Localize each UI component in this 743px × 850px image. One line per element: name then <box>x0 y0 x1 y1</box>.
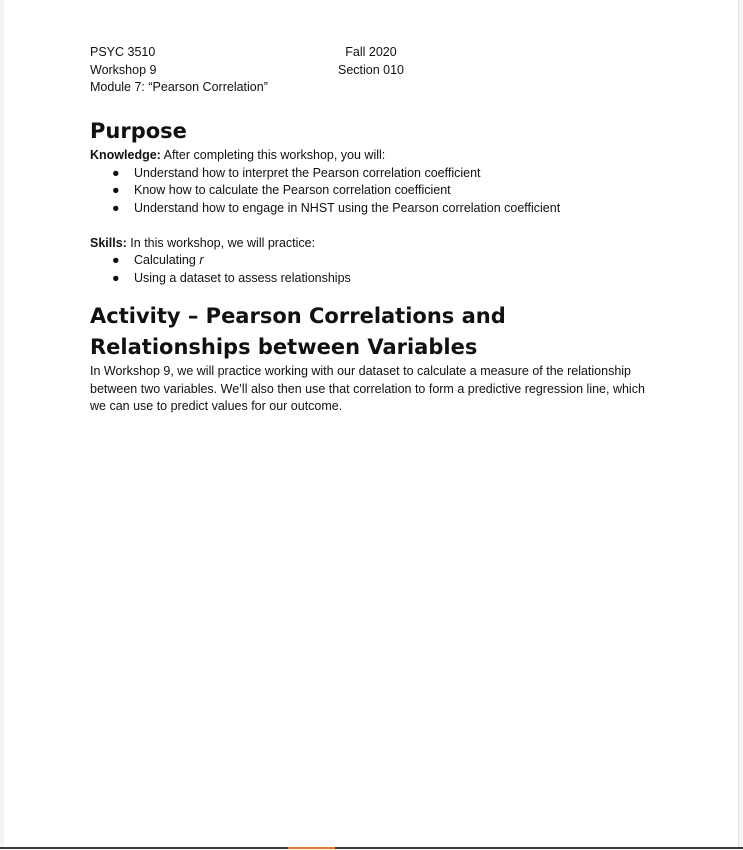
list-item <box>90 252 650 270</box>
bullet-icon: ● <box>112 165 120 180</box>
list-item-text: Calculating <box>134 253 200 267</box>
variable-r: r <box>199 253 204 267</box>
knowledge-label: Knowledge: <box>90 148 161 162</box>
list-item <box>90 165 650 183</box>
skills-list <box>90 252 650 287</box>
knowledge-paragraph <box>90 147 650 165</box>
knowledge-intro: After completing this workshop, you will: <box>160 148 386 162</box>
list-item-text: Know how to calculate the Pearson correlation coefficient <box>134 183 451 197</box>
list-item <box>90 200 650 218</box>
skills-intro: In this workshop, we will practice: <box>126 235 316 250</box>
purpose-heading: Purpose <box>90 119 187 143</box>
module-title: Module 7: “Pearson Correlation” <box>90 80 268 94</box>
bullet-icon: ● <box>112 183 120 197</box>
knowledge-list <box>90 165 650 218</box>
list-item <box>90 182 650 200</box>
list-item-text: Understand how to engage in NHST using the Pearson correlation coefficient <box>134 200 561 215</box>
list-item-text: Understand how to interpret the Pearson correlation coefficient <box>134 165 481 180</box>
list-item <box>90 270 650 288</box>
document-header-right <box>332 44 410 79</box>
course-code: PSYC 3510 <box>90 45 156 59</box>
bullet-icon: ● <box>112 200 120 215</box>
skills-label: Skills: <box>90 235 127 250</box>
activity-paragraph: In Workshop 9, we will practice working with our dataset to calculate a measure of the relationship between two variables. We’ll also then use that correlation to form a predictive regression line, which we can use to predict values for our outcome. <box>90 364 645 413</box>
horizontal-scroll-thumb[interactable] <box>288 847 335 849</box>
section-number: Section 010 <box>337 62 405 77</box>
workshop-number: Workshop 9 <box>90 62 157 77</box>
bullet-icon: ● <box>112 253 120 267</box>
activity-heading: Activity – Pearson Correlations and Relationships between Variables <box>90 304 506 359</box>
skills-paragraph <box>90 235 650 253</box>
document-body <box>90 116 650 416</box>
paragraph-spacer <box>90 217 650 235</box>
document-header-left <box>90 44 268 97</box>
list-item-text: Using a dataset to assess relationships <box>134 270 351 285</box>
term: Fall 2020 <box>345 45 397 59</box>
viewer-bottom-border <box>0 847 743 849</box>
bullet-icon: ● <box>112 270 120 285</box>
